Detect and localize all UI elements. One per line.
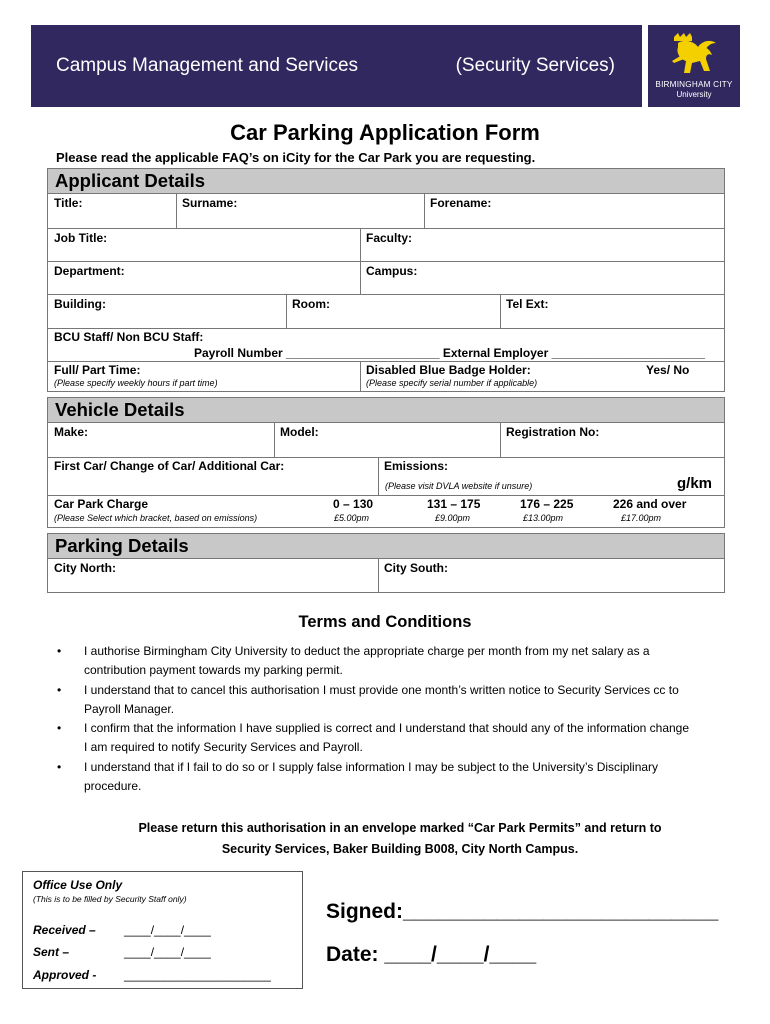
registration-field[interactable]: Registration No: — [506, 425, 600, 439]
applicant-heading: Applicant Details — [55, 170, 206, 191]
title-field[interactable]: Title: — [54, 196, 83, 210]
emissions-field[interactable]: Emissions: — [384, 459, 449, 473]
blue-badge-field[interactable]: Disabled Blue Badge Holder: — [366, 363, 531, 377]
term-item: I confirm that the information I have supplied is correct and I understand that should any of the information change I am required to notify Security Services and Payroll. — [84, 721, 690, 754]
terms-heading: Terms and Conditions — [298, 613, 472, 631]
bullet-icon: • — [57, 721, 62, 735]
received-date-field[interactable]: ____/____/____ — [124, 923, 211, 937]
applicant-row-dept — [47, 262, 725, 295]
full-part-time-field[interactable]: Full/ Part Time: — [54, 363, 141, 377]
yes-no-option[interactable]: Yes/ No — [646, 363, 690, 377]
cell-divider — [176, 194, 177, 228]
applicant-row-job — [47, 229, 725, 262]
full-part-time-note: (Please specify weekly hours if part time) — [54, 378, 218, 388]
unit-name: (Security Services) — [455, 55, 615, 76]
parking-heading: Parking Details — [55, 535, 189, 556]
bracket-price: £9.00pm — [435, 513, 471, 523]
approved-field[interactable]: ______________________ — [124, 968, 271, 982]
building-field[interactable]: Building: — [54, 297, 106, 311]
room-field[interactable]: Room: — [292, 297, 330, 311]
vehicle-row-emissions — [47, 458, 725, 496]
bullet-icon: • — [57, 760, 62, 774]
vehicle-section-header — [47, 397, 725, 423]
cell-divider — [360, 229, 361, 261]
vehicle-row-charge — [47, 496, 725, 528]
logo-text-line2: University — [676, 90, 712, 99]
bracket-range[interactable]: 176 – 225 — [520, 497, 574, 511]
vehicle-heading: Vehicle Details — [55, 399, 185, 420]
applicant-row-building — [47, 295, 725, 329]
form-title: Car Parking Application Form — [230, 120, 540, 145]
approved-label: Approved - — [33, 968, 97, 982]
return-line-1: Please return this authorisation in an envelope marked “Car Park Permits” and return to — [138, 821, 662, 835]
office-use-box — [22, 871, 303, 989]
campus-field[interactable]: Campus: — [366, 264, 418, 278]
term-item: I understand that to cancel this authorisation I must provide one month’s written notice to Security Services cc to Payroll Manager. — [84, 683, 679, 716]
cell-divider — [500, 423, 501, 457]
header-banner — [31, 25, 642, 107]
bracket-price: £5.00pm — [334, 513, 370, 523]
gkm-unit: g/km — [677, 475, 713, 492]
applicant-row-name — [47, 194, 725, 229]
term-item: I understand that if I fail to do so or I supply false information I may be subject to the University’s Disciplinary procedure. — [84, 760, 659, 793]
emissions-note: (Please visit DVLA website if unsure) — [385, 481, 533, 491]
forename-field[interactable]: Forename: — [430, 196, 492, 210]
tel-ext-field[interactable]: Tel Ext: — [506, 297, 549, 311]
make-field[interactable]: Make: — [54, 425, 89, 439]
office-note: (This is to be filled by Security Staff only) — [33, 894, 187, 904]
parking-section-header — [47, 533, 725, 559]
applicant-row-time — [47, 362, 725, 392]
bullet-icon: • — [57, 683, 62, 697]
signature-field[interactable]: Signed:___________________________ — [326, 900, 719, 923]
vehicle-row-make — [47, 423, 725, 458]
payroll-employer-field[interactable]: Payroll Number _______________________ External Employer _______________________ — [194, 346, 706, 360]
bracket-range[interactable]: 226 and over — [613, 497, 687, 511]
department-field[interactable]: Department: — [54, 264, 125, 278]
parking-row — [47, 559, 725, 593]
bracket-range[interactable]: 0 – 130 — [333, 497, 374, 511]
cell-divider — [378, 559, 379, 592]
cell-divider — [378, 458, 379, 495]
university-logo — [648, 25, 740, 107]
logo-text-line1: BIRMINGHAM CITY — [655, 80, 733, 89]
staff-type-field[interactable]: BCU Staff/ Non BCU Staff: — [54, 330, 204, 344]
cell-divider — [360, 362, 361, 391]
cell-divider — [360, 262, 361, 294]
return-instructions — [100, 818, 700, 860]
intro-text: Please read the applicable FAQ’s on iCity for the Car Park you are requesting. — [56, 150, 536, 165]
bracket-price: £17.00pm — [621, 513, 662, 523]
bullet-icon: • — [57, 644, 62, 658]
term-item: I authorise Birmingham City University to deduct the appropriate charge per month from my net salary as a contribution payment towards my parking permit. — [84, 644, 650, 677]
sent-label: Sent – — [33, 945, 70, 959]
sent-date-field[interactable]: ____/____/____ — [124, 945, 211, 959]
charge-label: Car Park Charge — [54, 497, 149, 511]
cell-divider — [286, 295, 287, 328]
job-title-field[interactable]: Job Title: — [54, 231, 108, 245]
return-line-2: Security Services, Baker Building B008, City North Campus. — [221, 842, 579, 856]
bracket-price: £13.00pm — [523, 513, 564, 523]
model-field[interactable]: Model: — [280, 425, 319, 439]
bracket-range[interactable]: 131 – 175 — [427, 497, 481, 511]
car-change-field[interactable]: First Car/ Change of Car/ Additional Car: — [54, 459, 285, 473]
applicant-row-staff — [47, 329, 725, 362]
received-label: Received – — [33, 923, 96, 937]
cell-divider — [424, 194, 425, 228]
cell-divider — [274, 423, 275, 457]
faculty-field[interactable]: Faculty: — [366, 231, 413, 245]
blue-badge-note: (Please specify serial number if applicable) — [366, 378, 538, 388]
office-heading: Office Use Only — [33, 878, 123, 892]
lion-crest-icon — [668, 31, 720, 77]
applicant-section-header — [47, 168, 725, 194]
city-south-field[interactable]: City South: — [384, 561, 448, 575]
charge-note: (Please Select which bracket, based on emissions) — [54, 513, 258, 523]
date-field[interactable]: Date: ____/____/____ — [326, 943, 537, 966]
surname-field[interactable]: Surname: — [182, 196, 238, 210]
cell-divider — [500, 295, 501, 328]
city-north-field[interactable]: City North: — [54, 561, 116, 575]
department-name: Campus Management and Services — [56, 55, 359, 76]
